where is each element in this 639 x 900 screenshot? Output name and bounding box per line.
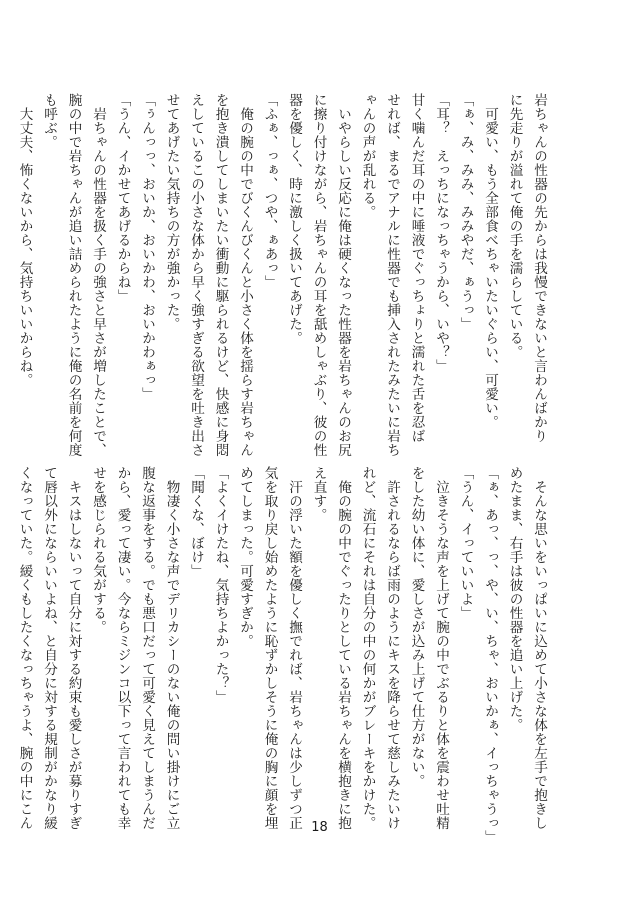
text-column: 「よくイけたね、気持ちよかった？」	[212, 466, 229, 704]
text-column: 大丈夫、怖くないから、気持ちいいからね。	[16, 93, 33, 387]
text-column: 気を取り戻し始めたように恥ずかしそうに俺の胸に顔を埋	[261, 466, 278, 830]
text-column: せてあげたい気持ちの方が強かった。	[163, 93, 180, 331]
text-column: めたまま、右手は彼の性器を追い上げた。	[506, 466, 523, 732]
text-column: くなっていた。緩くもしたくなっちゃうよ、腕の中にこん	[16, 466, 33, 830]
text-column: ゃんの声が乱れる。	[359, 93, 376, 219]
text-column: 「聞くな、ぼけ」	[188, 466, 204, 578]
text-column: 腕の中で岩ちゃんが追い詰められたように俺の名前を何度	[65, 93, 82, 457]
text-column: 「ぁ、あっ、っ、や、い、ちゃ、おいかぁ、イっちゃうっ」	[482, 466, 498, 844]
text-column: 器を優しく、時に激しく扱いてあげた。	[286, 93, 302, 345]
text-column: めてしまった。可愛すぎか。	[237, 466, 253, 648]
text-column: 泣きそうな声を上げて腕の中でぶるりと体を震わせ吐精	[433, 466, 449, 830]
text-column: 「ふぁ、っぁ、つや、ぁあっ」	[261, 93, 278, 289]
text-column: 「ぅんっっ、おいか、おいかわ、おいかわぁっ」	[139, 93, 155, 401]
text-column: 汗の浮いた額を優しく撫でれば、岩ちゃんは少しずつ正	[286, 466, 302, 830]
text-column: 許されるならば雨のようにキスを降らせて慈しみたいけ	[384, 466, 400, 830]
text-column: 腹な返事をする。でも悪口だって可愛く見えてしまうんだ	[139, 466, 155, 830]
text-column: 「ぁ、み、みみ、みみやだ、ぁうっ」	[457, 93, 474, 331]
text-column: 「耳？ えっちになっちゃうから、いや？」	[433, 93, 449, 373]
text-column: をした幼い体に、愛しさが込み上げて仕方がない。	[408, 466, 425, 788]
text-column: そんな思いをいっぱいに込めて小さな体を左手で抱きし	[531, 466, 547, 830]
text-column: 俺の腕の中でぐったりとしている岩ちゃんを横抱きに抱	[335, 466, 351, 830]
text-column: 「うん、イかせてあげるからね」	[114, 93, 131, 303]
text-column: を抱き潰してしまいたい衝動に駆られるけど、快感に身悶	[212, 93, 229, 457]
text-column: せを感じられる気がする。	[90, 466, 106, 634]
text-column: 物凄く小さな声でデリカシーのない俺の問い掛けにご立	[163, 466, 180, 830]
text-column: 岩ちゃんの性器を扱く手の強さと早さが増したことで、	[90, 93, 106, 457]
text-column: て唇以外にならいいよね、と自分に対する規制がかなり緩	[41, 466, 57, 830]
text-column: 可愛い、もう全部食べちゃいたいぐらい、可愛い。	[482, 93, 498, 429]
text-column: 俺の腕の中でびくんびくんと小さく体を揺らす岩ちゃん	[237, 93, 253, 457]
text-column: も呼ぶ。	[41, 93, 57, 149]
text-column: キスはしないって自分に対する約束も愛しさが募りすぎ	[65, 466, 82, 830]
text-column: 岩ちゃんの性器の先からは我慢できないと言わんばかり	[531, 93, 547, 443]
text-column: え直す。	[310, 466, 327, 522]
text-column: 甘く噛んだ耳の中に唾液でぐっちょりと濡れた舌を忍ば	[408, 93, 425, 443]
text-column: せれば、まるでアナルに性器でも挿入されたみたいに岩ち	[384, 93, 400, 457]
text-column: いやらしい反応に俺は硬くなった性器を岩ちゃんのお尻	[335, 93, 351, 457]
upper-text-block	[16, 93, 551, 457]
text-column: 「うん、イっていいよ」	[457, 466, 474, 620]
text-column: えしているこの小さな体から早く強すぎる欲望を吐き出さ	[188, 93, 204, 457]
page-number: 18	[311, 820, 328, 835]
text-column: から、愛って凄い。今ならミジンコ以下って言われても幸	[114, 466, 131, 830]
text-column: に擦り付けながら、岩ちゃんの耳を舐めしゃぶり、彼の性	[310, 93, 327, 457]
text-column: れど、流石にそれは自分の中の何かがブレーキをかけた。	[359, 466, 376, 830]
text-column: に先走りが溢れて俺の手を濡らしている。	[506, 93, 523, 359]
